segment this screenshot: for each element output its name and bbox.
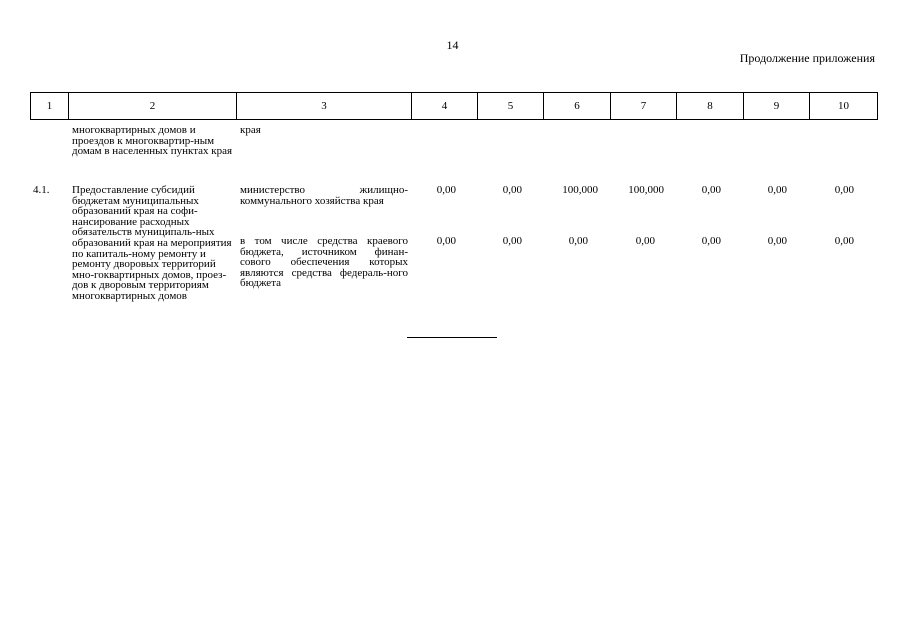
column-header-9: 9 [744, 93, 810, 120]
value-col6: 0,00 [568, 235, 588, 247]
value-col9: 0,00 [767, 235, 787, 247]
column-header-3: 3 [237, 93, 412, 120]
column-header-5: 5 [478, 93, 544, 120]
continuation-label: Продолжение приложения [739, 51, 875, 65]
row-number: 4.1. [33, 184, 50, 196]
row-description: Предоставление субсидий бюджетам муниципальных образований края на софи-нансирование расходных обязательств муниципаль-ных образований края на мероприятия по капиталь-ному ремонту и ремонту дворовых территорий мно-гоквартирных домов, проез-дов к дворовым территориям многоквартирных домов [72, 184, 232, 302]
column-header-2: 2 [69, 93, 237, 120]
value-col7: 100,000 [628, 184, 664, 196]
column-header-row [30, 92, 878, 120]
value-col5: 0,00 [502, 235, 522, 247]
value-col6: 100,000 [562, 184, 598, 196]
column-header-1: 1 [31, 93, 69, 120]
column-header-7: 7 [611, 93, 677, 120]
value-col8: 0,00 [701, 235, 721, 247]
column-header-8: 8 [677, 93, 744, 120]
executor-federal-share: в том числе средства краевого бюджета, источником финан-сового обеспечения которых являются средства федераль-ного бюджета [240, 235, 408, 290]
value-col9: 0,00 [767, 184, 787, 196]
value-col10: 0,00 [834, 184, 854, 196]
value-col10: 0,00 [834, 235, 854, 247]
executor-ministry: министерство жилищно-коммунального хозяйства края [240, 184, 408, 207]
value-col5: 0,00 [502, 184, 522, 196]
column-header-10: 10 [810, 93, 878, 120]
page-number: 14 [446, 38, 459, 52]
cont-executor: края [240, 124, 261, 136]
cont-description: многоквартирных домов и проездов к многоквартир-ным домам в населенных пунктах края [72, 124, 233, 158]
value-col8: 0,00 [701, 184, 721, 196]
column-header-6: 6 [544, 93, 611, 120]
value-col4: 0,00 [436, 184, 456, 196]
value-col4: 0,00 [436, 235, 456, 247]
end-divider [407, 337, 497, 338]
column-header-4: 4 [412, 93, 478, 120]
value-col7: 0,00 [635, 235, 655, 247]
